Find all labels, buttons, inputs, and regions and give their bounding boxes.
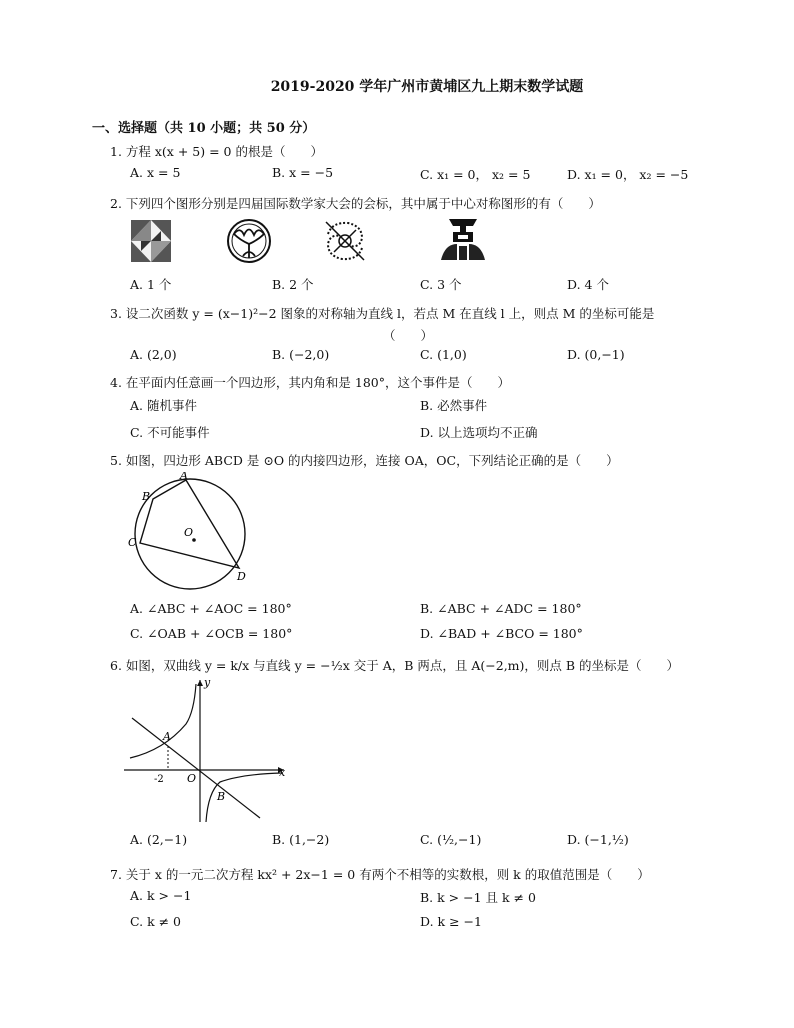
q2-option-a: A. 1 个 xyxy=(130,277,172,292)
fig5-label-d: D xyxy=(237,570,246,583)
question-2-stem: 2. 下列四个图形分别是四届国际数学家大会的会标，其中属于中心对称图形的有（ ） xyxy=(110,196,601,211)
logo-1-pinwheel xyxy=(130,218,172,264)
q1-option-c: C. x₁ = 0， x₂ = 5 xyxy=(420,167,531,182)
q7-option-c: C. k ≠ 0 xyxy=(130,914,182,929)
question-1-stem: 1. 方程 x(x + 5) = 0 的根是（ ） xyxy=(110,144,323,159)
q5-option-b: B. ∠ABC + ∠ADC = 180° xyxy=(420,601,582,616)
question-7-stem: 7. 关于 x 的一元二次方程 kx² + 2x−1 = 0 有两个不相等的实数根，则 k 的取值范围是（ ） xyxy=(110,867,650,882)
question-5-stem: 5. 如图，四边形 ABCD 是 ⊙O 的内接四边形，连接 OA，OC，下列结论正确的是（ ） xyxy=(110,453,619,468)
q4-option-c: C. 不可能事件 xyxy=(130,425,210,440)
q6-option-b: B. (1,−2) xyxy=(272,832,330,847)
fig6-label-neg2: -2 xyxy=(154,774,164,785)
q4-option-b: B. 必然事件 xyxy=(420,398,488,413)
q2-option-d: D. 4 个 xyxy=(567,277,609,292)
q6-option-a: A. (2,−1) xyxy=(130,832,188,847)
q3-option-d: D. (0,−1) xyxy=(567,347,625,362)
logo-4-temple xyxy=(437,216,489,266)
fig6-label-o: O xyxy=(187,772,197,785)
figure-6-hyperbola-graph xyxy=(124,674,290,824)
q3-answer-paren: （ ） xyxy=(383,328,434,343)
q1-option-b: B. x = −5 xyxy=(272,165,334,180)
q4-option-a: A. 随机事件 xyxy=(130,398,197,413)
q3-option-c: C. (1,0) xyxy=(420,347,467,362)
fig5-label-b: B xyxy=(142,490,151,503)
fig6-label-y: y xyxy=(204,676,211,689)
q2-option-b: B. 2 个 xyxy=(272,277,314,292)
q4-option-d: D. 以上选项均不正确 xyxy=(420,425,538,440)
fig5-label-c: C xyxy=(128,536,137,549)
q6-option-d: D. (−1,½) xyxy=(567,832,629,847)
q1-option-a: A. x = 5 xyxy=(130,165,181,180)
page-title: 2019-2020 学年广州市黄埔区九上期末数学试题 xyxy=(270,79,584,95)
q2-option-c: C. 3 个 xyxy=(420,277,462,292)
q5-option-c: C. ∠OAB + ∠OCB = 180° xyxy=(130,626,293,641)
fig6-label-a: A xyxy=(163,730,171,743)
logo-2-flower xyxy=(226,218,272,264)
q7-option-a: A. k > −1 xyxy=(130,888,192,903)
fig5-label-a: A xyxy=(180,472,188,482)
q5-option-d: D. ∠BAD + ∠BCO = 180° xyxy=(420,626,583,641)
figure-5-circle-quadrilateral xyxy=(120,472,260,598)
fig6-label-x: x xyxy=(279,766,286,779)
q3-option-b: B. (−2,0) xyxy=(272,347,330,362)
question-4-stem: 4. 在平面内任意画一个四边形，其内角和是 180°，这个事件是（ ） xyxy=(110,375,510,390)
question-3-stem: 3. 设二次函数 y = (x−1)²−2 图象的对称轴为直线 l，若点 M 在直线 l 上，则点 M 的坐标可能是 xyxy=(110,306,655,321)
fig6-label-b: B xyxy=(217,790,226,803)
q6-option-c: C. (½,−1) xyxy=(420,832,482,847)
q1-option-d: D. x₁ = 0， x₂ = −5 xyxy=(567,167,689,182)
q3-option-a: A. (2,0) xyxy=(130,347,177,362)
fig5-label-o: O xyxy=(184,526,194,539)
logo-3-dotted-spiral xyxy=(322,218,368,264)
q7-option-b: B. k > −1 且 k ≠ 0 xyxy=(420,890,536,905)
section-heading: 一、选择题（共 10 小题；共 50 分） xyxy=(92,121,316,136)
q7-option-d: D. k ≥ −1 xyxy=(420,914,482,929)
question-6-stem: 6. 如图，双曲线 y = k/x 与直线 y = −½x 交于 A，B 两点，且 A(−2,m)，则点 B 的坐标是（ ） xyxy=(110,658,680,673)
q5-option-a: A. ∠ABC + ∠AOC = 180° xyxy=(130,601,292,616)
